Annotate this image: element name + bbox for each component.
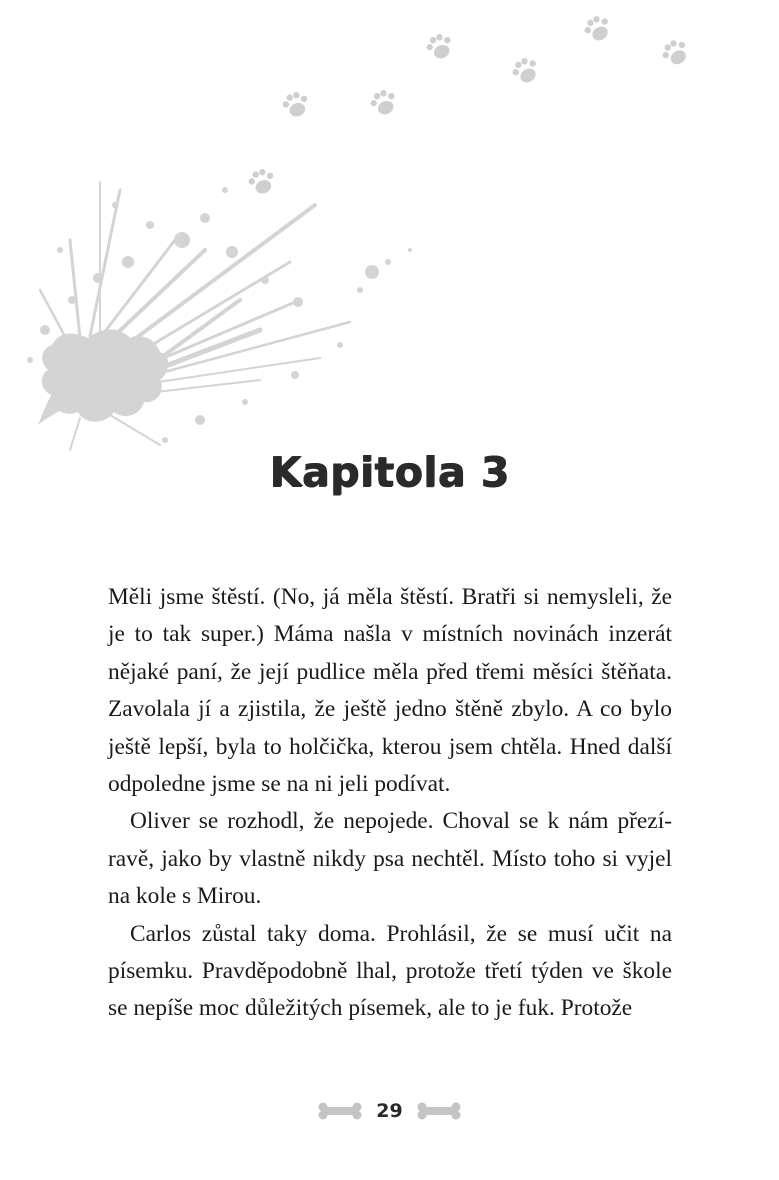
- paw-print-icon: [509, 54, 543, 87]
- paw-print-icon: [367, 86, 400, 118]
- paw-print-icon: [280, 89, 312, 120]
- paw-print-icon: [581, 12, 615, 45]
- chapter-body: [108, 579, 672, 1028]
- ink-splash-icon: [27, 182, 412, 450]
- paragraph: Oliver se rozhodl, že nepojede. Choval se k nám přezíravě, jako by vlastně nikdy psa nechtěl. Místo toho si vyjel na kole s Mirou.: [108, 808, 672, 910]
- page-footer: [0, 1100, 779, 1122]
- bone-icon: [318, 1102, 362, 1120]
- paw-print-icon: [658, 36, 692, 70]
- paw-print-icon: [423, 30, 456, 62]
- chapter-title: Kapitola 3: [269, 448, 510, 496]
- paragraph: Měli jsme štěstí. (No, já měla štěstí. Bratři si nemysleli, že je to tak super.) Máma našla v místních novinách inzerát nějaké paní, že její pudlice měla před třemi měsíci štěňata. Zavolala jí a zjistila, že ještě jedno štěně zbylo. A co bylo ještě lepší, byla to holčička, kterou jsem chtěla. Hned další odpoledne jsme se na ni jeli podívat.: [108, 584, 672, 798]
- page-number: 29: [376, 1100, 403, 1122]
- paw-print-icon: [246, 166, 278, 197]
- paragraph: Carlos zůstal taky doma. Prohlásil, že se musí učit na písemku. Pravděpodobně lhal, protože třetí týden ve škole se nepíše moc důležitých písemek, ale to je fuk. Protože: [108, 920, 672, 1022]
- paw-prints: [246, 12, 693, 197]
- bone-icon: [417, 1102, 461, 1120]
- decorative-splash-graphic: [0, 0, 779, 480]
